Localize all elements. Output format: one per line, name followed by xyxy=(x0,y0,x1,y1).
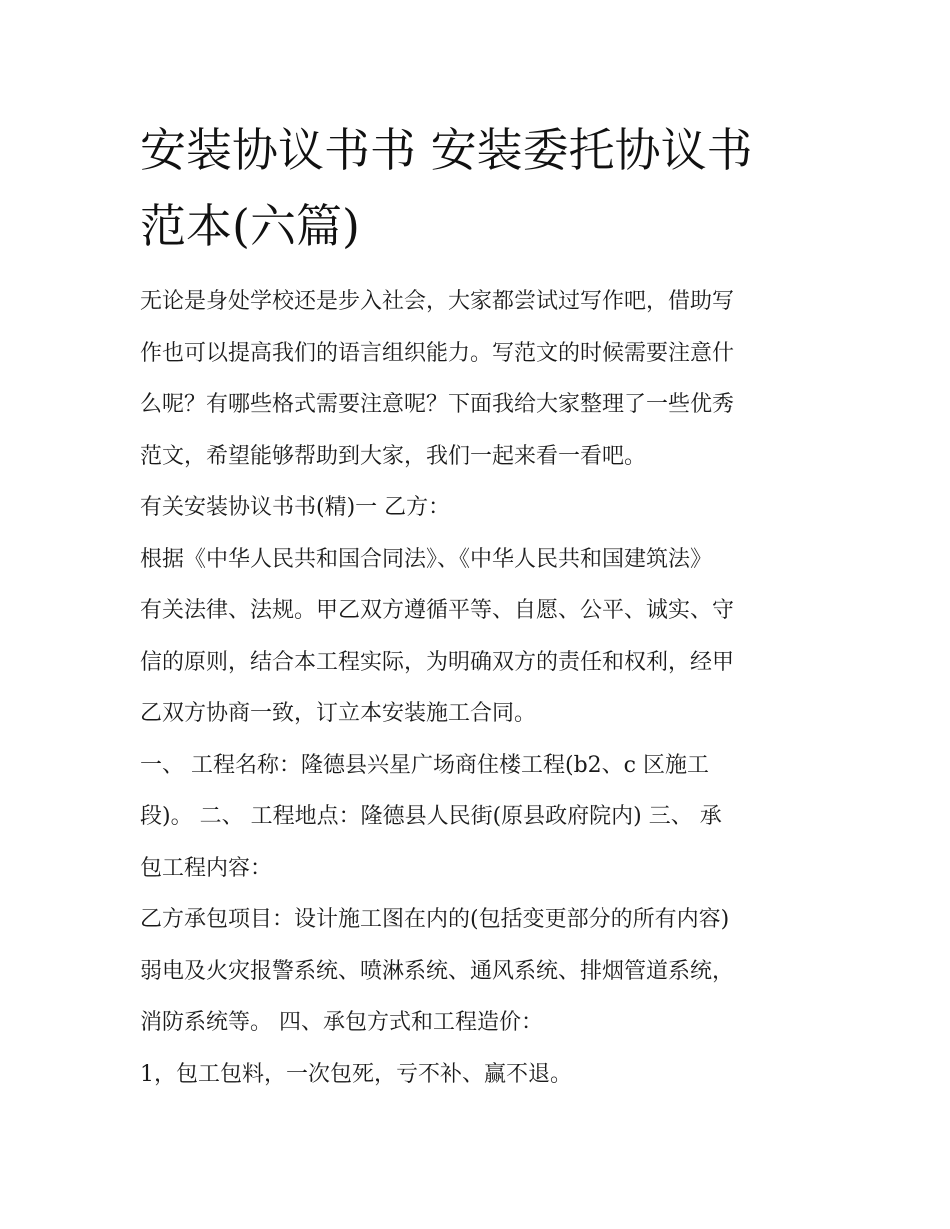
title-line-2: 范本(六篇) xyxy=(140,199,360,253)
body-line: 无论是身处学校还是步入社会，大家都尝试过写作吧，借助写 xyxy=(140,289,735,314)
body-line: 1，包工包料，一次包死，亏不补、赢不退。 xyxy=(140,1061,572,1087)
body-line: 作也可以提高我们的语言组织能力。写范文的时候需要注意什 xyxy=(140,340,735,366)
title-line-1: 安装协议书书 安装委托协议书 xyxy=(140,123,753,177)
body-line: 乙双方协商一致，订立本安装施工合同。 xyxy=(140,701,537,726)
body-line: 有关法律、法规。甲乙双方遵循平等、自愿、公平、诚实、守 xyxy=(140,598,735,623)
body-line: 信的原则，结合本工程实际，为明确双方的责任和权利，经甲 xyxy=(140,649,735,675)
document-title xyxy=(140,112,820,264)
body-line: 范文，希望能够帮助到大家，我们一起来看一看吧。 xyxy=(140,443,647,469)
body-line: 乙方承包项目：设计施工图在内的(包括变更部分的所有内容) xyxy=(140,907,730,932)
section-heading: 有关安装协议书书(精)一 乙方： xyxy=(140,495,451,520)
body-line: 消防系统等。 四、承包方式和工程造价： xyxy=(140,1010,543,1035)
body-line: 根据《中华人民共和国合同法》、《中华人民共和国建筑法》 xyxy=(140,546,713,572)
body-line: 段)。 二、 工程地点：隆德县人民街(原县政府院内) 三、 承 xyxy=(140,804,722,829)
document-body xyxy=(140,280,820,1104)
body-line: 包工程内容： xyxy=(140,855,273,881)
body-line: 么呢？有哪些格式需要注意呢？下面我给大家整理了一些优秀 xyxy=(140,392,735,417)
body-line: 弱电及火灾报警系统、喷淋系统、通风系统、排烟管道系统， xyxy=(140,958,735,984)
body-line: 一、 工程名称：隆德县兴星广场商住楼工程(b2、c 区施工 xyxy=(140,752,709,778)
